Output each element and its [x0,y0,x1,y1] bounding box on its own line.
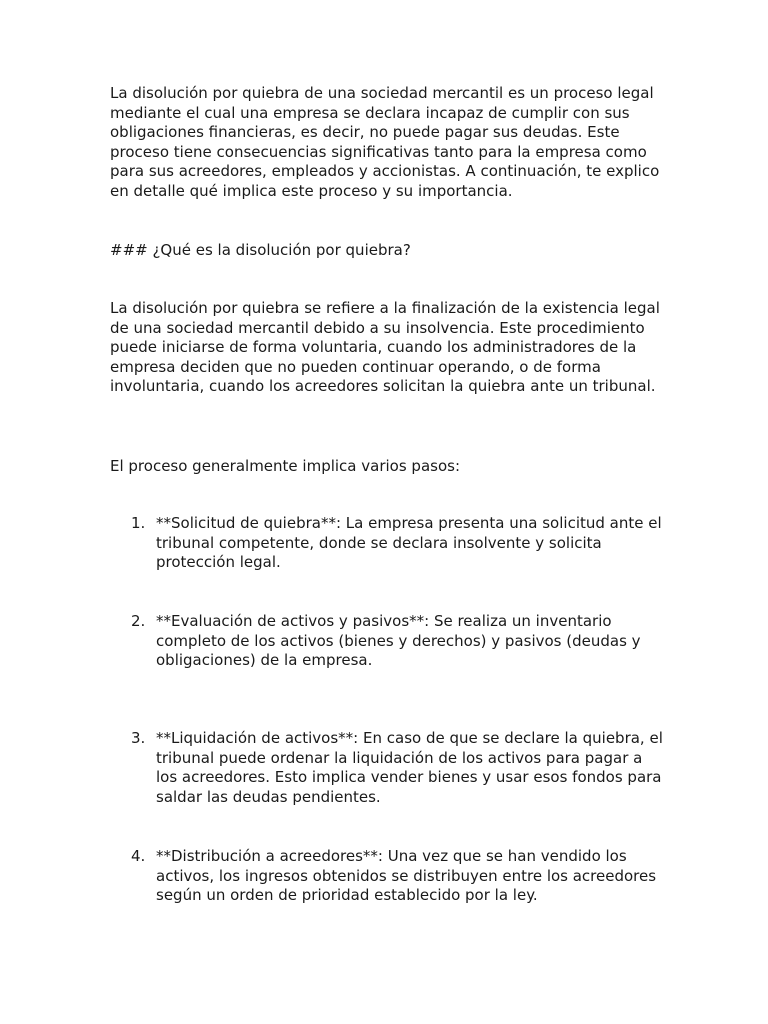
definition-paragraph: La disolución por quiebra se refiere a la finalización de la existencia legal de una sociedad mercantil debido a su insolvencia. Este procedimiento puede iniciarse de forma voluntaria, cuando los administradores de la empresa deciden que no pueden continuar operando, o de forma involuntaria, cuando los acreedores solicitan la quiebra ante un tribunal. [110,299,660,396]
steps-intro-paragraph: El proceso generalmente implica varios pasos: [110,457,461,475]
list-item-number: 1. [131,514,146,532]
list-item-number: 4. [131,847,146,865]
intro-paragraph: La disolución por quiebra de una sociedad mercantil es un proceso legal mediante el cual una empresa se declara incapaz de cumplir con sus obligaciones financieras, es decir, no puede pagar sus deudas. Este proceso tiene consecuencias significativas tanto para la empresa como para sus acreedores, empleados y accionistas. A continuación, te explico en detalle qué implica este proceso y su importancia. [110,84,660,200]
list-item-text: **Evaluación de activos y pasivos**: Se realiza un inventario completo de los activos (bienes y derechos) y pasivos (deudas y obligaciones) de la empresa. [156,612,641,670]
list-item-number: 2. [131,612,146,630]
section-heading: ### ¿Qué es la disolución por quiebra? [110,241,411,259]
list-item-text: **Solicitud de quiebra**: La empresa presenta una solicitud ante el tribunal competente, donde se declara insolvente y solicita protección legal. [156,514,662,572]
list-item-text: **Liquidación de activos**: En caso de que se declare la quiebra, el tribunal puede ordenar la liquidación de los activos para pagar a los acreedores. Esto implica vender bienes y usar esos fondos para saldar las deudas pendientes. [156,729,663,806]
list-item-text: **Distribución a acreedores**: Una vez que se han vendido los activos, los ingresos obtenidos se distribuyen entre los acreedores según un orden de prioridad establecido por la ley. [156,847,657,905]
list-item-number: 3. [131,729,146,747]
